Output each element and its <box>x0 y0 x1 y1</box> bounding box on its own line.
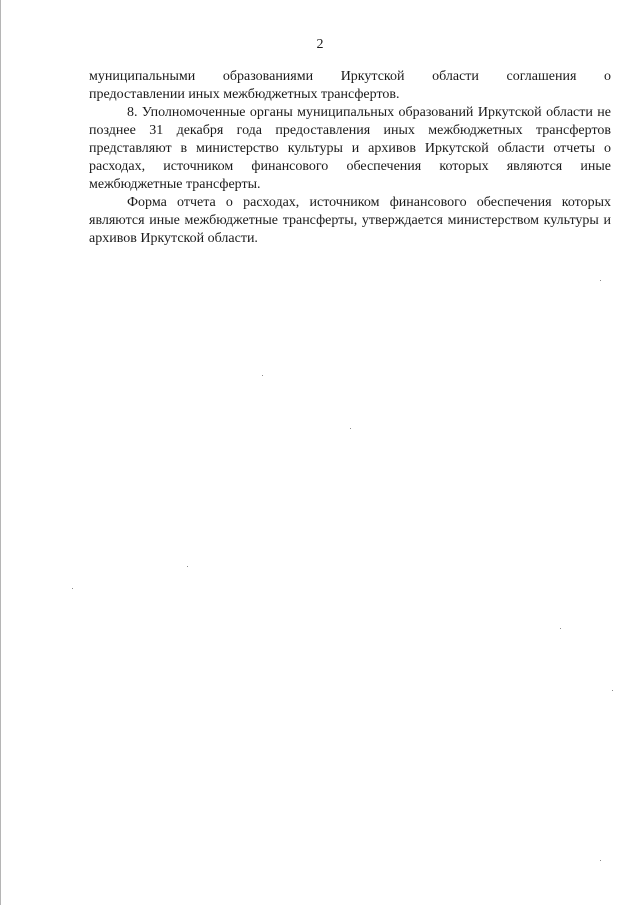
scan-speck <box>560 628 561 629</box>
scan-speck <box>72 588 73 589</box>
scan-speck <box>350 428 351 429</box>
paragraph-continuation-first-line: муниципальными образованиями Иркутской области соглашения о <box>89 69 611 84</box>
document-body <box>89 68 611 248</box>
scan-speck <box>612 690 613 691</box>
scan-speck <box>600 860 601 861</box>
paragraph-item-8: 8. Уполномоченные органы муниципальных образований Иркутской области не позднее 31 декабря года предоставления иных межбюджетных трансфертов представляют в министерство культуры и архивов Иркутской области отчеты о расходах, источником финансового обеспечения которых являются иные межбюджетные трансферты. <box>89 105 611 192</box>
paragraph-continuation <box>89 68 611 104</box>
page-left-edge <box>0 0 1 905</box>
paragraph-continuation-rest: предоставлении иных межбюджетных трансфертов. <box>89 87 400 102</box>
scan-speck <box>600 280 601 281</box>
paragraph-report-form: Форма отчета о расходах, источником финансового обеспечения которых являются иные межбюджетные трансферты, утверждается министерством культуры и архивов Иркутской области. <box>89 195 611 246</box>
page-number: 2 <box>316 37 324 52</box>
scan-speck <box>187 566 188 567</box>
scan-speck <box>262 375 263 376</box>
